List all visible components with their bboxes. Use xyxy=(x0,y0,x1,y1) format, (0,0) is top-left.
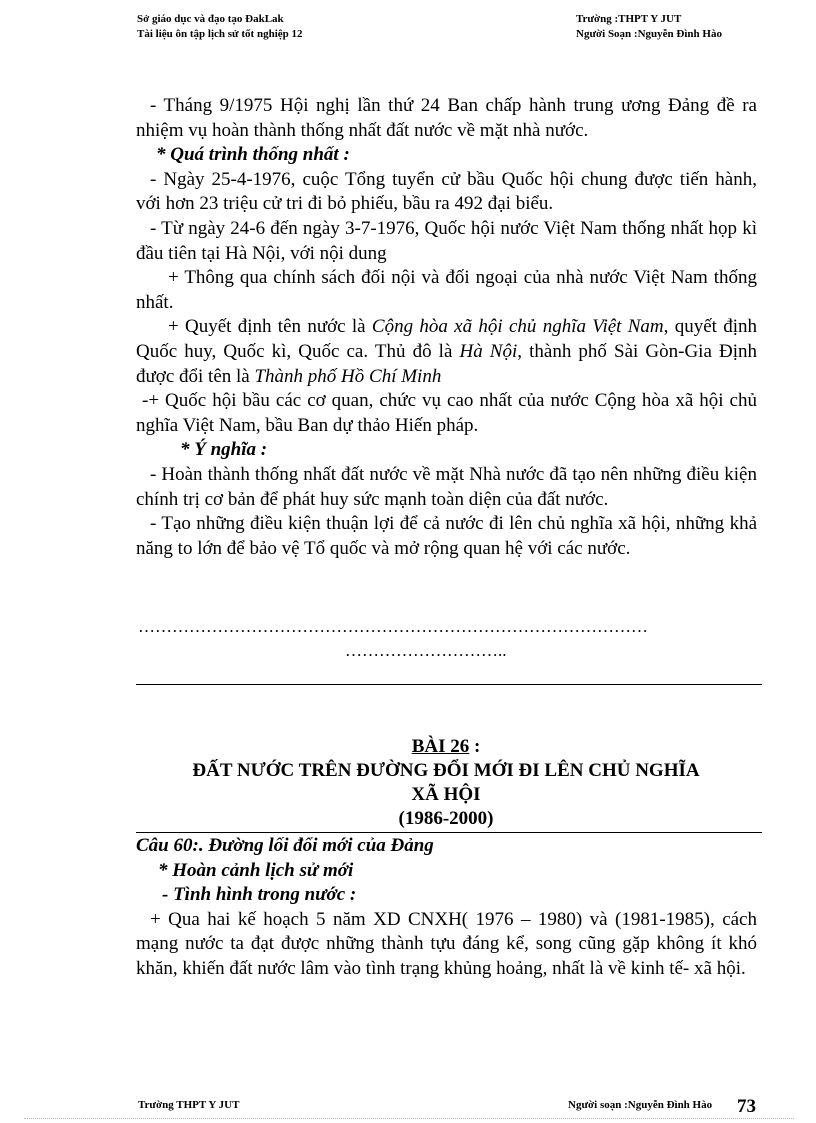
header-left xyxy=(137,12,303,42)
divider xyxy=(136,684,762,685)
dotted-line: ……………………………………………………………………………… xyxy=(138,617,648,636)
header-author: Người Soạn :Nguyễn Đình Hào xyxy=(576,28,722,40)
page-number: 73 xyxy=(737,1096,756,1117)
lesson-title-line1: ĐẤT NƯỚC TRÊN ĐƯỜNG ĐỔI MỚI ĐI LÊN CHỦ NGHĨA xyxy=(192,760,700,781)
heading-meaning: * Ý nghĩa : xyxy=(180,439,268,461)
paragraph-policy: + Thông qua chính sách đối nội và đối ngoại của nhà nước Việt Nam thống nhất. xyxy=(136,267,757,313)
footer-school: Trường THPT Y JUT xyxy=(138,1099,240,1111)
footer-rule xyxy=(24,1118,794,1119)
subheading-domestic: - Tình hình trong nước : xyxy=(162,884,357,906)
question-heading: Câu 60:. Đường lối đổi mới của Đảng xyxy=(136,835,434,856)
paragraph-meaning-2: - Tạo những điều kiện thuận lợi để cả nước đi lên chủ nghĩa xã hội, những khả năng to lớn để bảo vệ Tổ quốc và mở rộng quan hệ với các nước. xyxy=(136,513,757,559)
lesson-number: BÀI 26 xyxy=(411,736,470,757)
paragraph-elect-bodies: -+ Quốc hội bầu các cơ quan, chức vụ cao nhất của nước Cộng hòa xã hội chủ nghĩa Việt Nam, bầu Ban dự thảo Hiến pháp. xyxy=(136,390,757,436)
lesson-years: (1986-2000) xyxy=(398,808,494,829)
footer-author: Người soạn :Nguyễn Đình Hào xyxy=(568,1099,713,1111)
section-renewal xyxy=(136,834,757,982)
lesson-title-line2: XÃ HỘI xyxy=(411,784,481,805)
paragraph-meaning-1: - Hoàn thành thống nhất đất nước về mặt Nhà nước đã tạo nên những điều kiện chính trị cơ bản để phát huy sức mạnh toàn diện của đất nước. xyxy=(136,463,757,510)
city-name: Thành phố Hồ Chí Minh xyxy=(254,365,442,387)
dotted-line-short: ……………………….. xyxy=(345,641,507,660)
capital-name: Hà Nội xyxy=(459,340,518,362)
text-segment: , thành phố Sài Gòn-Gia Định được đổi tên là xyxy=(136,340,757,387)
header-doc-title: Tài liệu ôn tập lịch sử tốt nghiệp 12 xyxy=(137,28,303,40)
header-right xyxy=(576,12,722,42)
paragraph-assembly-session: - Từ ngày 24-6 đến ngày 3-7-1976, Quốc hội nước Việt Nam thống nhất họp kì đầu tiên tại Hà Nội, với nội dung xyxy=(136,217,757,264)
divider xyxy=(136,832,762,833)
subheading-context: * Hoàn cảnh lịch sử mới xyxy=(158,859,354,881)
section-unification xyxy=(136,94,757,561)
heading-unification-process: * Quá trình thống nhất : xyxy=(156,144,350,166)
lesson-colon: : xyxy=(469,736,481,757)
paragraph-five-year-plans: + Qua hai kế hoạch 5 năm XD CNXH( 1976 – 1980) và (1981-1985), cách mạng nước ta đạt được những thành tựu đáng kể, song cũng gặp không ít khó khăn, khiến đất nước lâm vào tình trạng khủng hoảng, nhất là về kinh tế- xã hội. xyxy=(136,908,757,979)
paragraph-conference: - Tháng 9/1975 Hội nghị lần thứ 24 Ban chấp hành trung ương Đảng đề ra nhiệm vụ hoàn thành thống nhất đất nước về mặt nhà nước. xyxy=(136,95,757,141)
text-segment: , quyết định Quốc huy, Quốc kì, Quốc ca. Thủ đô là xyxy=(136,316,757,362)
header-department: Sở giáo dục và đạo tạo ĐakLak xyxy=(137,13,284,25)
text-segment: + Quyết định tên nước là xyxy=(168,316,372,338)
paragraph-election: - Ngày 25-4-1976, cuộc Tổng tuyển cử bầu Quốc hội chung được tiến hành, với hơn 23 triệu cử tri đi bỏ phiếu, bầu ra 492 đại biểu. xyxy=(136,168,757,215)
lesson-number-line xyxy=(136,735,756,759)
country-name: Cộng hòa xã hội chủ nghĩa Việt Nam xyxy=(371,316,664,338)
header-school: Trường :THPT Y JUT xyxy=(576,13,682,25)
lesson-title-block xyxy=(136,735,756,831)
paragraph-country-name xyxy=(136,315,757,389)
